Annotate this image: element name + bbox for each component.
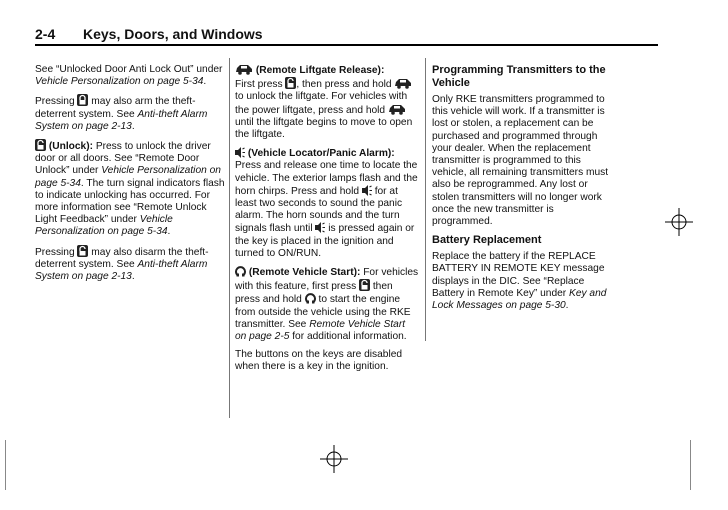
paragraph	[35, 94, 225, 133]
cross-reference: Vehicle Personalization on page 5-34	[35, 214, 173, 238]
text: , then press and hold	[296, 79, 395, 91]
text: until the liftgate begins to move to open the liftgate.	[235, 116, 413, 141]
crop-mark	[690, 440, 691, 490]
paragraph	[235, 64, 419, 141]
lock-open-icon	[35, 139, 46, 151]
vehicle-liftgate-icon	[394, 78, 412, 89]
function-label: (Unlock):	[48, 141, 93, 153]
paragraph	[432, 251, 616, 312]
text: First press	[235, 79, 286, 91]
cross-reference: Anti-theft Alarm System on page 2-13	[35, 108, 208, 132]
horn-alarm-icon	[235, 147, 245, 158]
cross-reference: Key and Lock Messages on page 5-30	[432, 287, 607, 312]
text: Pressing	[35, 96, 78, 108]
text: for additional information.	[289, 331, 407, 343]
registration-mark	[320, 445, 348, 473]
paragraph	[35, 64, 225, 88]
text: for at least two seconds to sound the panic alarm. The horn sounds and the turn signals flash until	[235, 185, 403, 235]
column-right	[432, 64, 616, 318]
vehicle-liftgate-icon	[388, 104, 406, 115]
column-left	[35, 64, 225, 289]
text: .	[167, 226, 171, 238]
text: then press and hold	[235, 281, 393, 306]
page-title: Keys, Doors, and Windows	[83, 26, 263, 42]
text: Pressing	[35, 246, 78, 258]
cross-reference: Anti-theft Alarm System on page 2-13	[35, 258, 208, 283]
column-middle	[235, 64, 419, 380]
text: is pressed again or the key is placed in the ignition and turned to ON/RUN.	[235, 223, 415, 259]
cross-reference: Remote Vehicle Start on page 2-5	[235, 318, 406, 343]
lock-open-icon	[359, 279, 370, 291]
page-header	[35, 22, 658, 46]
text: .	[565, 300, 569, 312]
lock-open-icon	[285, 77, 296, 89]
vehicle-liftgate-icon	[235, 64, 253, 75]
text: Press to unlock the driver door or all doors. See “Remote Door Unlock” under	[35, 141, 211, 177]
text: See “Unlocked Door Anti Lock Out” under	[35, 64, 223, 75]
cross-reference: Vehicle Personalization on page 5-34	[35, 165, 221, 189]
paragraph	[35, 139, 225, 239]
lock-open-icon	[77, 245, 88, 257]
function-label: (Remote Vehicle Start):	[248, 267, 361, 279]
text: .	[131, 271, 135, 283]
function-label: (Vehicle Locator/Panic Alarm):	[247, 148, 395, 160]
paragraph: Only RKE transmitters programmed to this vehicle will work. If a transmitter is lost or stolen, a replacement can be purchased and programmed through your dealer. When the replacement transmitter is programmed to this vehicle, all remaining transmitters must also be reprogrammed. Any lost or stolen transmitters will no longer work once the new transmitter is programmed.	[432, 94, 609, 228]
text: to start the engine from outside the vehicle using the RKE transmitter. See	[235, 294, 411, 330]
text: .	[131, 120, 135, 132]
paragraph	[235, 147, 419, 260]
text: Replace the battery if the REPLACE BATTERY IN REMOTE KEY message displays in the DIC. See “Replace Battery in Remote Key” under	[432, 251, 605, 299]
column-divider	[229, 58, 230, 418]
paragraph	[35, 245, 225, 284]
text: . The turn signal indicators flash to indicate unlocking has occurred. For more information see “Remote Unlock Light Feedback” under	[35, 177, 225, 226]
text: to unlock the liftgate. For vehicles with the power liftgate, press and hold	[235, 91, 408, 116]
text: For vehicles with this feature, first press	[235, 267, 419, 293]
registration-mark	[665, 208, 693, 236]
section-heading: Battery Replacement	[432, 234, 542, 247]
section-heading: Programming Transmitters to the Vehicle	[432, 64, 606, 89]
cross-reference: Vehicle Personalization on page 5-34	[35, 76, 204, 88]
horn-alarm-icon	[315, 222, 325, 233]
text: Press and release one time to locate the vehicle. The exterior lamps flash and the horn chirps. Press and hold	[235, 160, 418, 197]
remote-start-icon	[235, 266, 246, 277]
lock-closed-icon	[77, 94, 88, 106]
paragraph: The buttons on the keys are disabled when there is a key in the ignition.	[235, 349, 403, 373]
function-label: (Remote Liftgate Release):	[255, 65, 385, 76]
page-number: 2-4	[35, 26, 56, 42]
text: may also disarm the theft-deterrent system. See	[35, 246, 209, 270]
column-divider	[425, 58, 426, 341]
text: .	[203, 76, 207, 88]
crop-mark	[5, 440, 6, 490]
remote-start-icon	[305, 293, 316, 304]
paragraph	[235, 266, 419, 343]
text: may also arm the theft-deterrent system. See	[35, 96, 196, 120]
horn-alarm-icon	[362, 185, 372, 196]
